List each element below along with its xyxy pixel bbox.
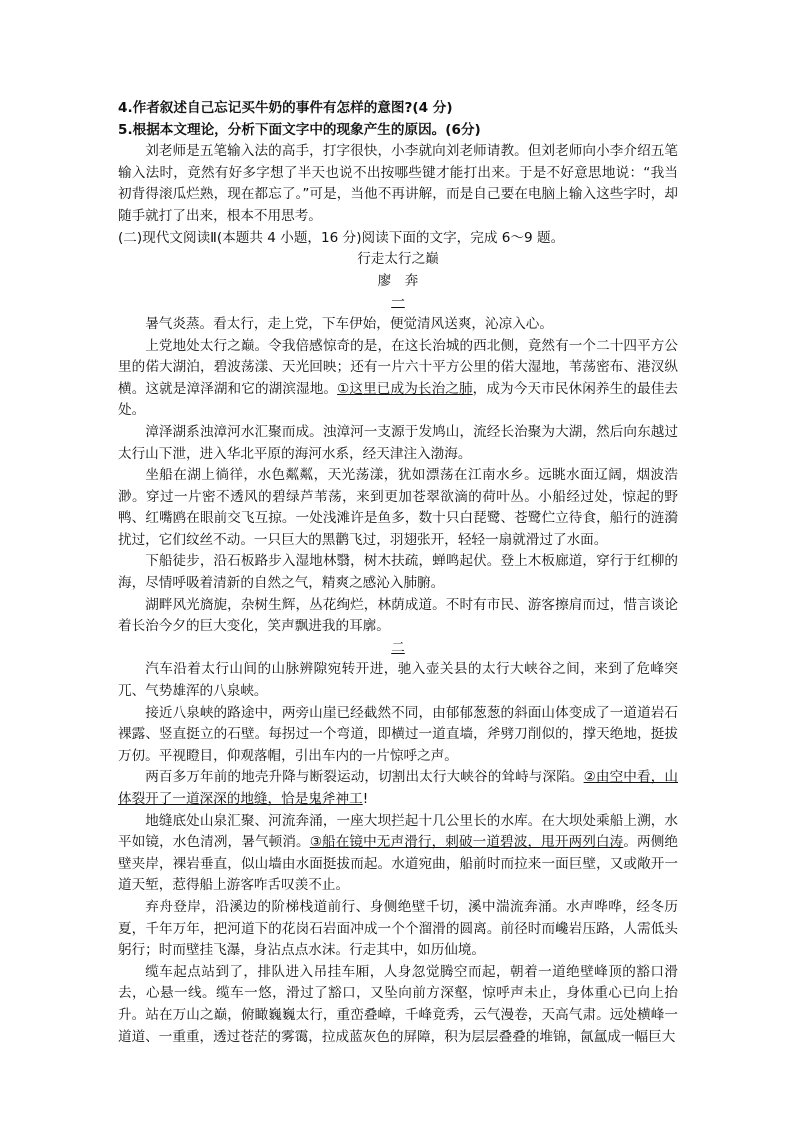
section-intro: (二)现代文阅读Ⅱ(本题共 4 小题，16 分)阅读下面的文字，完成 6～9 题。 [118, 229, 565, 246]
paragraph-text: 。两侧绝壁夹岸，裸岩垂直，似山墙由水面挺拔而起。水道宛曲，船前时而拉来一面巨壁，又或敞开一道天堑，惹得船上游客咋舌叹羡不止。 [118, 834, 679, 894]
paragraph-text: ! [362, 791, 369, 807]
underlined-sentence-2: ②由空中看，山体裂开了一道深深的地缝，恰是鬼斧神工 [118, 769, 678, 807]
section-number-1: 一 [391, 294, 405, 311]
paragraph-text: 上党地处太行之巅。令我倍感惊奇的是，在这长治城的西北侧，竟然有一个二十四平方公里的偌大湖泊，碧波荡漾、天光回映；还有一片六十平方公里的偌大湿地，苇荡密布、港汊纵横。这就是漳泽湖和它的湖滨湿地。 [118, 337, 678, 397]
paragraph: 汽车沿着太行山间的山脉辨隙宛转开进，驰入壶关县的太行大峡谷之间，来到了危峰突兀、气势雄浑的八泉峡。 [118, 661, 678, 700]
paragraph [118, 336, 678, 422]
paragraph: 下船徒步，沿石板路步入湿地林翳，树木扶疏，蝉鸣起伏。登上木板廊道，穿行于红柳的海，尽情呼吸着清新的自然之气，精爽之感沁入肺腑。 [118, 553, 678, 592]
paragraph-text: 地缝底处山泉汇聚、河流奔涌，一座大坝拦起十几公里长的水库。在大坝处乘船上溯，水平如镜，水色清冽，暑气顿消。 [118, 812, 678, 851]
article-author: 廖 奔 [377, 272, 419, 289]
section-number-2: 二 [391, 639, 405, 656]
paragraph [118, 767, 678, 810]
document-body [118, 98, 678, 1048]
underlined-sentence-1: ①这里已成为长治之肺 [337, 380, 473, 397]
paragraph-text: 两百多万年前的地壳升降与断裂运动，切割出太行大峡谷的耸峙与深陷。 [145, 769, 584, 786]
question-4: 4.作者叙述自己忘记买牛奶的事件有怎样的意图?(4 分) [118, 100, 453, 116]
underlined-sentence-3: ③船在镜中无声滑行，刺破一道碧波，甩开两列白涛 [309, 834, 624, 851]
paragraph: 接近八泉峡的路途中，两旁山崖已经截然不同，由郁郁葱葱的斜面山体变成了一道道岩石裸露、竖直挺立的石壁。每拐过一个弯道，即横过一道直墙，斧劈刀削似的，撑天绝地，挺拔万仞。平视瞪目，仰观落帽，引出车内的一片惊呼之声。 [118, 704, 678, 764]
paragraph: 漳泽湖系浊漳河水汇聚而成。浊漳河一支源于发鸠山，流经长治聚为大湖，然后向东越过太行山下泄，进入华北平原的海河水系，经天津注入渤海。 [118, 423, 678, 462]
paragraph [118, 811, 678, 897]
article-title: 行走太行之巅 [357, 251, 439, 268]
paragraph: 湖畔风光旖旎，杂树生辉，丛花绚烂，林荫成道。不时有市民、游客擦肩而过，惜言谈论着长治今夕的巨大变化，笑声飘进我的耳廓。 [118, 596, 678, 635]
paragraph: 暑气炎蒸。看太行，走上党，下车伊始，便觉清风送爽，沁凉入心。 [145, 315, 553, 332]
paragraph: 弃舟登岸，沿溪边的阶梯栈道前行、身侧绝壁千切，溪中湍流奔涌。水声哗哗，经冬历夏，千年万年，把河道下的花岗石岩面冲成一个个溜滑的圆离。前径时而巉岩压路，人需低头躬行；时而壁挂飞瀑，身沾点点水沫。行走其中，如历仙境。 [118, 898, 678, 959]
paragraph: 缆车起点站到了，排队进入吊挂车厢，人身忽觉腾空而起，朝着一道绝壁峰顶的豁口滑去，心悬一线。缆车一悠，滑过了豁口，又坠向前方深壑，惊呼声未止，身体重心已向上抬升。站在万山之巅，俯瞰巍巍太行，重峦叠嶂，千峰竟秀，云气漫卷，天高气肃。远处横峰一道道、一重重，透过苍茫的雾霭，拉成蓝灰色的屏障，积为层层叠叠的堆锦，氤氲成一幅巨大 [118, 963, 678, 1045]
paragraph: 坐船在湖上徜徉，水色粼粼，天光荡漾，犹如漂荡在江南水乡。远眺水面辽阔，烟波浩渺。穿过一片密不透风的碧绿芦苇荡，来到更加苍翠欲滴的荷叶丛。小船经过处，惊起的野鸭、红嘴鸥在眼前交飞互掠。一处浅滩许是鱼多，数十只白琵鹭、苍鹭伫立待食，船行的涟漪扰过，它们纹丝不动。一只巨大的黑鹳飞过，羽翅张开，轻轻一扇就滑过了水面。 [118, 467, 678, 548]
question-5: 5.根据本文理论，分析下面文字中的现象产生的原因。(6分) [118, 121, 481, 138]
paragraph-text: ，成为今天市民休闲养生的最佳去处。 [118, 380, 678, 419]
question-5-passage: 刘老师是五笔输入法的高手，打字很快，小李就向刘老师请教。但刘老师向小李介绍五笔输入法时，竟然有好多字想了半天也说不出按哪些键才能打出来。于是不好意思地说：“我当初背得滚瓜烂熟，现在都忘了。”可是，当他不再讲解，而是自己要在电脑上输入这些字时，却随手就打了出来，根本不用思考。 [118, 143, 678, 224]
